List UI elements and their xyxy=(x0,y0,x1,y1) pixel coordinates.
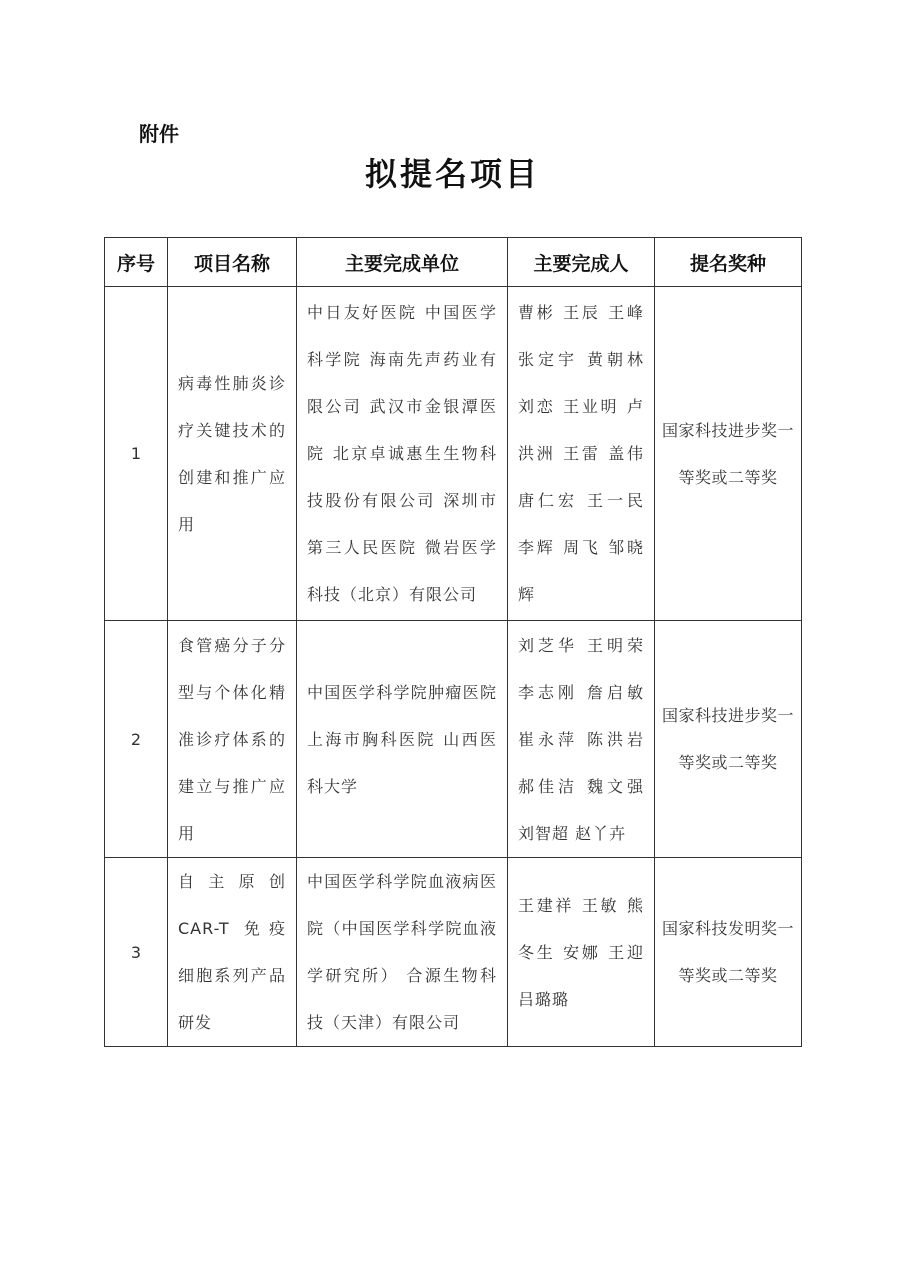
project-name-cell xyxy=(168,621,297,858)
project-name: 病毒性肺炎诊疗关键技术的创建和推广应用 xyxy=(178,373,286,534)
table-header-row xyxy=(105,238,802,287)
header-project-name: 项目名称 xyxy=(168,238,297,287)
header-main-units: 主要完成单位 xyxy=(297,238,508,287)
attachment-label: 附件 xyxy=(139,122,179,146)
header-index: 序号 xyxy=(105,238,168,287)
main-people-cell xyxy=(508,287,655,621)
document-title: 拟提名项目 xyxy=(364,155,540,193)
main-people: 曹彬 王辰 王峰 张定宇 黄朝林 刘恋 王业明 卢洪洲 王雷 盖伟 唐仁宏 王一民 李辉 周飞 邹晓辉 xyxy=(518,303,644,604)
table-row xyxy=(105,621,802,858)
project-name-cell xyxy=(168,858,297,1047)
nominations-table xyxy=(104,237,802,1047)
project-name: 自主原创 CAR-T 免疫细胞系列产品研发 xyxy=(178,872,286,1032)
main-people: 王建祥 王敏 熊冬生 安娜 王迎 吕璐璐 xyxy=(518,895,644,1009)
award-type-cell xyxy=(655,287,802,621)
row-index: 2 xyxy=(105,621,168,858)
main-units: 中日友好医院 中国医学科学院 海南先声药业有限公司 武汉市金银潭医院 北京卓诚惠生生物科技股份有限公司 深圳市第三人民医院 微岩医学科技（北京）有限公司 xyxy=(307,303,497,604)
main-people-cell xyxy=(508,621,655,858)
row-index: 1 xyxy=(105,287,168,621)
main-people-cell xyxy=(508,858,655,1047)
main-units-cell xyxy=(297,858,508,1047)
award-type: 国家科技进步奖一等奖或二等奖 xyxy=(661,706,794,772)
award-type: 国家科技发明奖一等奖或二等奖 xyxy=(661,919,794,985)
main-units: 中国医学科学院肿瘤医院 上海市胸科医院 山西医科大学 xyxy=(307,682,497,796)
project-name: 食管癌分子分型与个体化精准诊疗体系的建立与推广应用 xyxy=(178,635,286,843)
main-people: 刘芝华 王明荣 李志刚 詹启敏 崔永萍 陈洪岩 郝佳洁 魏文强 刘智超 赵丫卉 xyxy=(518,635,644,843)
table-row xyxy=(105,287,802,621)
project-name-cell xyxy=(168,287,297,621)
table-row xyxy=(105,858,802,1047)
main-units: 中国医学科学院血液病医院（中国医学科学院血液学研究所） 合源生物科技（天津）有限公司 xyxy=(307,872,497,1032)
header-award-type: 提名奖种 xyxy=(655,238,802,287)
award-type-cell xyxy=(655,621,802,858)
main-units-cell xyxy=(297,287,508,621)
award-type-cell xyxy=(655,858,802,1047)
award-type: 国家科技进步奖一等奖或二等奖 xyxy=(661,420,794,487)
header-main-people: 主要完成人 xyxy=(508,238,655,287)
row-index: 3 xyxy=(105,858,168,1047)
main-units-cell xyxy=(297,621,508,858)
